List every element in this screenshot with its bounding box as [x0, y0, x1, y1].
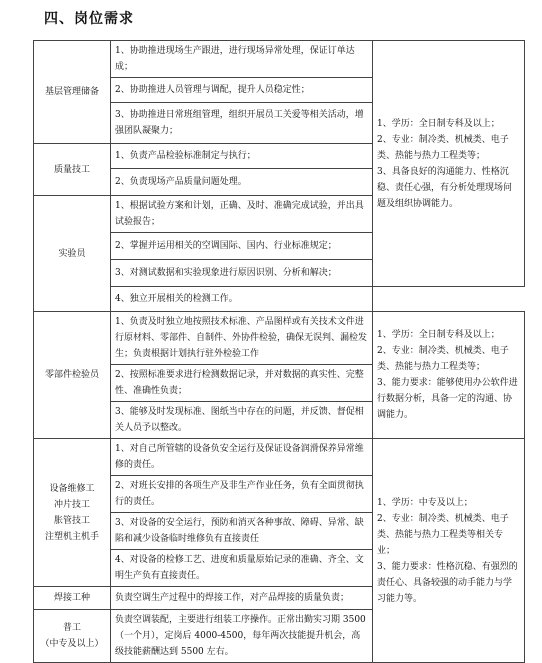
position-name: 焊接工种	[53, 593, 90, 603]
qualification-line: 3、能力要求：能够使用办公软件进行数据分析，具备一定的沟通、协调能力。	[377, 378, 518, 420]
job-row	[34, 312, 525, 365]
duty-cell: 2、按照标准要求进行检测数据记录，并对数据的真实性、完整性、准确性负责；	[111, 365, 373, 402]
position-cell	[34, 439, 111, 587]
position-cell	[34, 144, 111, 196]
duty-cell: 负责空调装配，主要进行组装工序操作。正常出勤实习期 3500（一个月），定岗后 4000-4500，每年两次技能提升机会，高级技能薪酬达到 5500 左右。	[111, 610, 373, 663]
position-name: （中专及以上）	[40, 639, 104, 649]
position-cell	[34, 312, 111, 439]
position-name: 质量技工	[53, 164, 90, 175]
duty-cell: 4、独立开展相关的检测工作。	[111, 287, 373, 312]
qualification-line: 2、专业：制冷类、机械类、电子类、热能与热力工程类等；	[377, 346, 509, 372]
qualification-line: 1、学历：中专及以上；	[377, 497, 473, 508]
duty-cell: 4、对设备的检修工艺、进度和质量原始记录的准确、齐全、文明生产负有直接责任。	[111, 550, 373, 587]
job-row	[34, 439, 525, 476]
duty-cell: 2、对班长安排的各项生产及非生产作业任务，负有全面贯彻执行的责任。	[111, 476, 373, 513]
duty-cell: 3、能够及时发现标准、图纸当中存在的问题，并反馈、督促相关人员予以整改。	[111, 402, 373, 439]
position-name: 零部件检验员	[44, 370, 99, 380]
qualification-line: 2、专业：制冷类、机械类、电子类、热能与热力工程类等；	[377, 134, 509, 161]
position-cell	[34, 41, 111, 144]
duty-cell: 2、掌握并运用相关的空调国际、国内、行业标准规定；	[111, 233, 373, 260]
qualification-cell	[373, 312, 525, 439]
qualification-line: 1、学历：全日制专科及以上；	[377, 118, 500, 129]
job-requirements-table	[33, 40, 525, 663]
position-name: 普工	[62, 623, 81, 633]
duty-cell: 1、负责产品检验标准制定与执行；	[111, 144, 373, 169]
position-cell	[34, 196, 111, 312]
duty-cell: 2、协助推进人员管理与调配，提升人员稳定性；	[111, 78, 373, 103]
duty-cell: 3、协助推进日常班组管理，组织开展员工关爱等相关活动，增强团队凝聚力；	[111, 103, 373, 144]
position-name: 实验员	[58, 248, 86, 259]
position-cell	[34, 610, 111, 663]
duty-cell: 1、对自己所管辖的设备负安全运行及保证设备润滑保养异常维修的责任。	[111, 439, 373, 476]
position-name: 胀管技工	[53, 515, 90, 526]
section-heading: 四、岗位需求	[44, 11, 134, 27]
duty-cell: 1、根据试验方案和计划，正确、及时、准确完成试验，并出具试验报告；	[111, 196, 373, 233]
job-row	[34, 41, 525, 78]
position-name: 注塑机主机手	[44, 531, 99, 542]
qualification-cell	[373, 439, 525, 663]
position-name: 设备维修工	[49, 483, 95, 494]
qualification-line: 1、学历：全日制专科及以上；	[377, 330, 500, 340]
duty-cell: 1、协助推进现场生产跟进，进行现场异常处理，保证订单达成；	[111, 41, 373, 78]
duty-cell: 3、对测试数据和实验现象进行原因识别、分析和解决；	[111, 260, 373, 287]
qualification-line: 2、专业：制冷类、机械类、电子类、热能与热力工程类等相关专业；	[377, 513, 509, 556]
position-name: 冲片技工	[53, 499, 90, 510]
duty-cell: 1、负责及时独立地按照技术标准、产品图样或有关技术文件进行原材料、零部件、自制件、外协件检验，确保无误判、漏检发生；负责根据计划执行驻外检验工作	[111, 312, 373, 365]
duty-cell: 2、负责现场产品质量问题处理。	[111, 169, 373, 196]
position-name: 基层管理储备	[44, 87, 99, 97]
position-cell	[34, 587, 111, 610]
qualification-line: 3、能力要求：性格沉稳、有强烈的责任心、具备较强的动手能力与学习能力等。	[377, 561, 518, 604]
duty-cell: 3、对设备的安全运行，预防和消灭各种事故、障碍、异常、缺陷和减少设备临时维修负有直接责任	[111, 513, 373, 550]
qualification-line: 3、具备良好的沟通能力、性格沉稳、责任心强，有分析处理现场问题及组织协调能力。	[377, 166, 513, 209]
duty-cell: 负责空调生产过程中的焊接工作，对产品焊接的质量负责；	[111, 587, 373, 610]
qualification-cell	[373, 41, 525, 287]
